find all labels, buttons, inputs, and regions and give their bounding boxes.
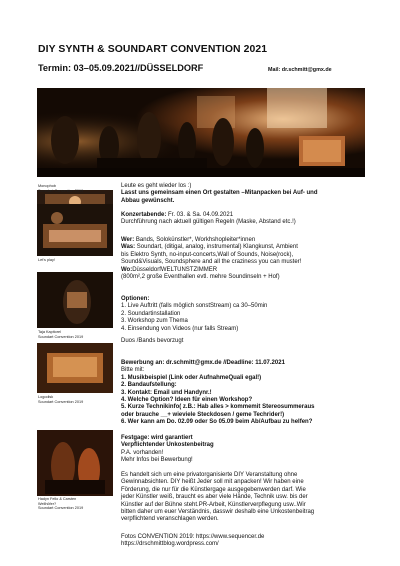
who-what-where-block: Wer: Bands, Solokünstler*, Workhshopleiter*innen Was: Soundart, (ditigal, analog, instrumental) Klangkunst, Ambient bis Elektro Synth, no-input-concerts,Wall of Sounds, Noise(rock), Sound&Visuals, Soundsphere and all the craziness you can muster! Wo:DüsseldorfWELTUNSTZIMMER (800m²,2 große Eventhallen evtl. mehre Soundinseln + Hof): [121, 237, 302, 281]
photo-credit-link[interactable]: Fotos CONVENTION 2019: https://www.sequencer.de: [121, 534, 265, 540]
caption-5: Hadyn Fello & Carsten Wellhöfer? Soundart Convention 2019: [38, 497, 84, 511]
concert-block: Konzertabende: Fr. 03. & Sa. 04.09.2021 Durchführung nach aktuell gültigen Regeln (Maske, Abstand etc.!): [121, 212, 296, 226]
blog-link[interactable]: https://drschmittblog.wordpress.com/: [121, 541, 219, 548]
notice-block: Es handelt sich um eine privatorganisierte DIY Veranstaltung ohne Gewinnabsichten. DIY heißt Jeder soll mit anpacken! Wir haben eine Förderung, die nur für die Künstlergage ausgegebenwerden darf. Wie jeder Künstler weiß, braucht es aber viele Hände, Technik usw. bis der Künstler auf der Bühne steht.PR-Arbeit, Künstlerverpflegung usw..Wir bitten daher um euer Verständnis, dasswir deshalb eine Unkostenbeitrag verpflichtend veranschlagen werden.: [121, 472, 315, 523]
hero-photo: [37, 88, 365, 177]
intro-block: Leute es geht wieder los :) Lasst uns gemeinsam einen Ort gestalten –Mitanpacken bei Auf- und Abbau gewünscht.: [121, 183, 318, 204]
caption-4: Logodisk Soundart Convention 2019: [38, 395, 84, 404]
footer-block: [121, 534, 383, 549]
side-photo-5: [37, 430, 113, 496]
caption-1: Monophob Soundart Convention 2019: [38, 184, 84, 193]
side-photo-2: [37, 204, 113, 256]
side-photo-4: [37, 343, 113, 393]
options-block: Optionen: 1. Live Auftritt (falls möglich sonstStream) ca 30–50min 2. Soundartinstallation 3. Workshop zum Thema 4. Einsendung von Videos (nur falls Stream) Duos /Bands bevorzugt: [121, 296, 268, 345]
caption-3: Taja Kapitorel Soundart Convention 2019: [38, 330, 84, 339]
event-title: DIY SYNTH & SOUNDART CONVENTION 2021: [38, 44, 268, 55]
fee-block: Festgage: wird garantiert Verpflichtender Unkostenbeitrag P.A. vorhanden! Mehr Infos bei Bewerbung!: [121, 435, 214, 464]
event-dates: Termin: 03–05.09.2021//DÜSSELDORF: [38, 63, 204, 73]
side-photo-3: [37, 272, 113, 328]
caption-2: Let's play!: [38, 258, 55, 262]
application-block: Bewerbung an: dr.schmitt@gmx.de //Deadline: 11.07.2021 Bitte mit: 1. Musikbeispiel (Link oder AufnahmeQuali egal!) 2. Bandaufstellung: 3. Kontakt: Email und Handynr.! 4. Welche Option? Ideen für einen Workshop? 5. Kurze Technikinfo( z.B.: Hab alles > kommemit Stereosummeraus oder brauche __+ wieviele Steckdosen / geme Techrider!) 6. Wer kann am Do. 02.09 oder So 05.09 beim Ab/Aufbau zu helfen?: [121, 360, 315, 426]
contact-mail: Mail: dr.schmitt@gmx.de: [268, 67, 332, 73]
